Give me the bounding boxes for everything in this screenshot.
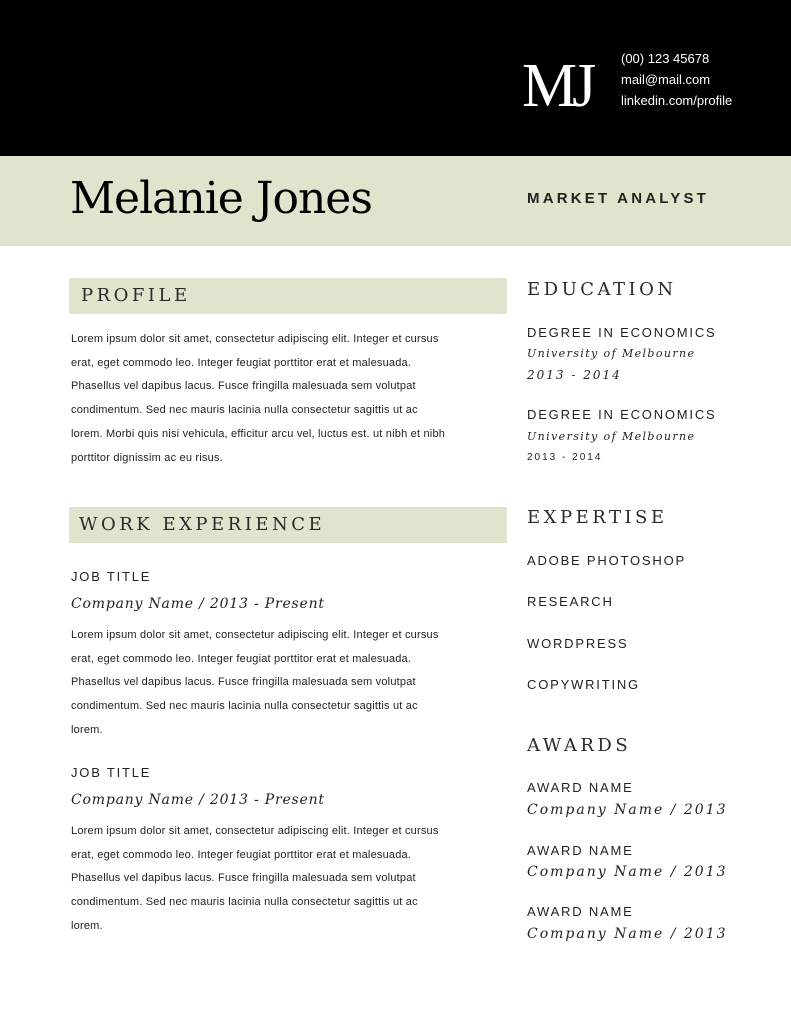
job-description-1	[71, 624, 508, 743]
job-title-1: JOB TITLE	[71, 569, 152, 584]
text-line: Phasellus vel dapibus lacus. Fusce fringilla malesuada sem volutpat	[71, 676, 416, 689]
education-heading: EDUCATION	[527, 279, 677, 300]
text-line: lorem.	[71, 919, 103, 932]
text-line: Lorem ipsum dolor sit amet, consectetur adipiscing elit. Integer et cursus	[71, 629, 439, 641]
text-line: lorem. Morbi quis nisi vehicula, efficitur arcu vel, luctus est. ut nibh et nibh	[71, 427, 446, 440]
award-name-3: AWARD NAME	[527, 904, 634, 919]
years-1: 2013 - 2014	[527, 368, 622, 382]
expertise-item: WORDPRESS	[527, 636, 629, 651]
profile-paragraph	[71, 328, 508, 470]
award-name-1: AWARD NAME	[527, 780, 634, 795]
text-line: erat, eget commodo leo. Integer feugiat porttitor erat et malesuada.	[71, 848, 412, 861]
work-heading: WORK EXPERIENCE	[79, 514, 326, 535]
work-heading-box	[69, 507, 507, 543]
degree-2: DEGREE IN ECONOMICS	[527, 407, 717, 422]
contact-phone: (00) 123 45678	[621, 51, 710, 66]
award-company-1: Company Name / 2013	[527, 802, 728, 818]
text-line: Phasellus vel dapibus lacus. Fusce fringilla malesuada sem volutpat	[71, 872, 416, 885]
degree-1: DEGREE IN ECONOMICS	[527, 325, 717, 340]
expertise-item: COPYWRITING	[527, 677, 640, 692]
job-description-2	[71, 820, 508, 939]
expertise-heading: EXPERTISE	[527, 507, 668, 528]
profile-heading-box	[69, 278, 507, 314]
text-line: Lorem ipsum dolor sit amet, consectetur adipiscing elit. Integer et cursus	[71, 825, 439, 837]
award-company-3: Company Name / 2013	[527, 926, 728, 942]
job-title: MARKET ANALYST	[527, 190, 710, 207]
years-2: 2013 - 2014	[527, 452, 603, 463]
contact-email: mail@mail.com	[621, 72, 711, 87]
text-line: erat, eget commodo leo. Integer feugiat porttitor erat et malesuada.	[71, 652, 412, 665]
person-name: Melanie Jones	[70, 173, 372, 224]
school-2: University of Melbourne	[527, 430, 696, 443]
text-line: condimentum. Sed nec mauris lacinia nulla consectetur sagittis ut ac	[71, 700, 418, 713]
expertise-item: RESEARCH	[527, 594, 614, 609]
job-company-1: Company Name / 2013 - Present	[71, 596, 325, 612]
expertise-item: ADOBE PHOTOSHOP	[527, 553, 686, 568]
award-company-2: Company Name / 2013	[527, 864, 728, 880]
contact-linkedin: linkedin.com/profile	[621, 93, 733, 108]
text-line: Lorem ipsum dolor sit amet, consectetur adipiscing elit. Integer et cursus	[71, 333, 439, 345]
text-line: Phasellus vel dapibus lacus. Fusce fringilla malesuada sem volutpat	[71, 380, 416, 393]
text-line: porttitor dignissim ac eu risus.	[71, 451, 223, 464]
text-line: condimentum. Sed nec mauris lacinia nulla consectetur sagittis ut ac	[71, 404, 418, 417]
text-line: condimentum. Sed nec mauris lacinia nulla consectetur sagittis ut ac	[71, 896, 418, 909]
awards-heading: AWARDS	[527, 735, 632, 756]
profile-heading: PROFILE	[81, 285, 191, 306]
school-1: University of Melbourne	[527, 347, 696, 360]
text-line: lorem.	[71, 723, 103, 736]
job-company-2: Company Name / 2013 - Present	[71, 792, 325, 808]
text-line: erat, eget commodo leo. Integer feugiat porttitor erat et malesuada.	[71, 356, 412, 369]
award-name-2: AWARD NAME	[527, 843, 634, 858]
job-title-2: JOB TITLE	[71, 765, 152, 780]
monogram: MJ	[522, 52, 592, 120]
